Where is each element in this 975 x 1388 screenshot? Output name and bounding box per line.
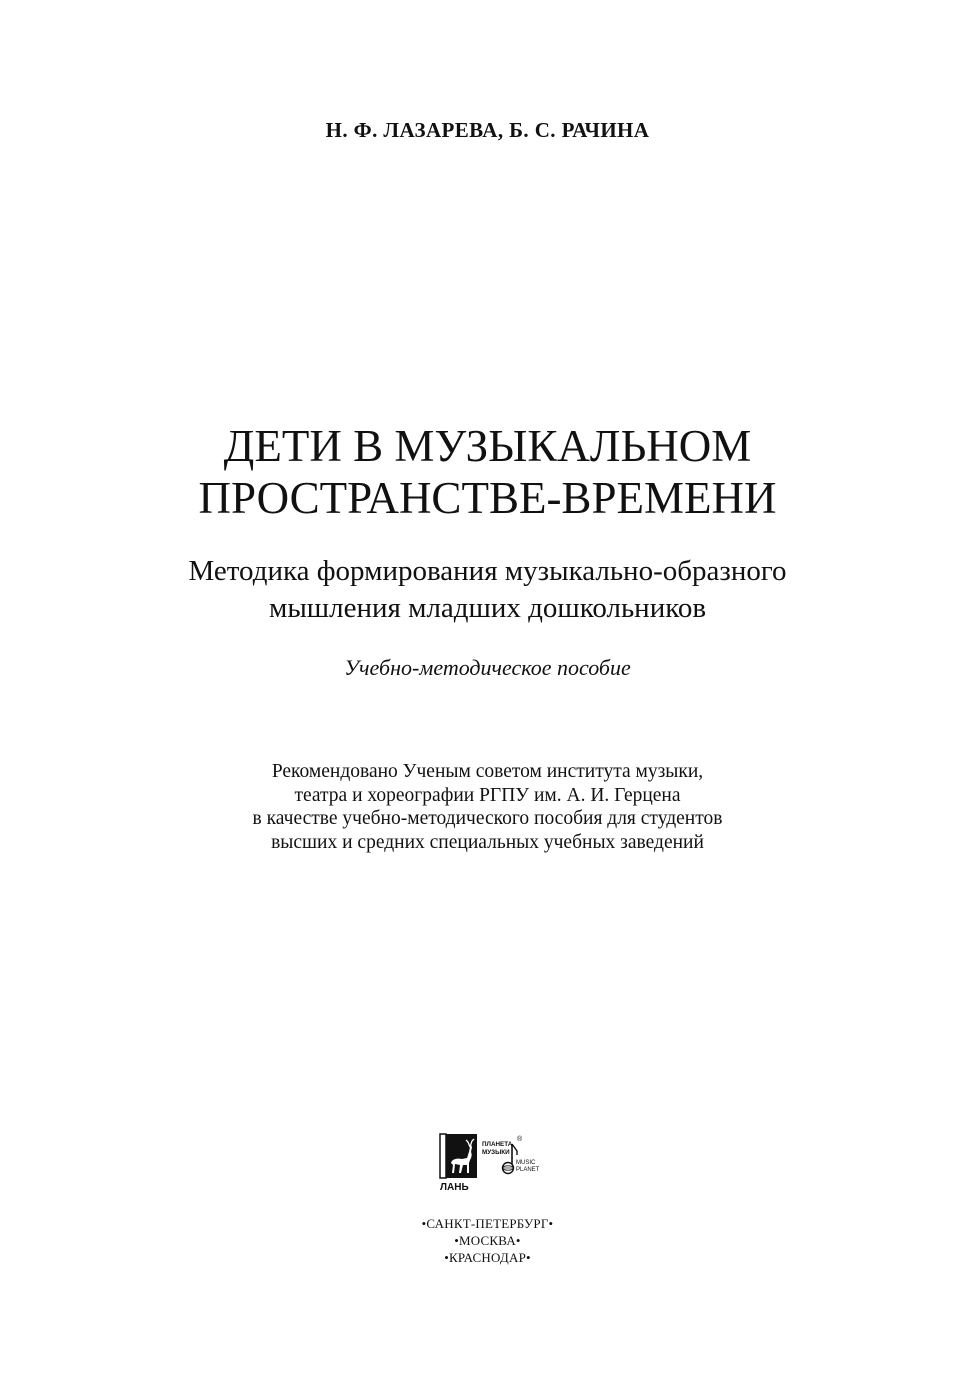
book-subtitle-line-1: Методика формирования музыкально-образного	[188, 555, 787, 587]
publisher-logo	[439, 1133, 543, 1193]
publisher-cities	[0, 1215, 975, 1266]
book-title-line-2: ПРОСТРАНСТВЕ-ВРЕМЕНИ	[198, 473, 777, 523]
planet-label-1: ПЛАНЕТА	[482, 1141, 513, 1148]
book-title-line-1: ДЕТИ В МУЗЫКАЛЬНОМ	[223, 421, 752, 471]
publication-genre: Учебно-методическое пособие	[344, 655, 631, 680]
recommendation-line-2: театра и хореографии РГПУ им. А. И. Герцена	[294, 784, 681, 806]
city-line-3: •КРАСНОДАР•	[444, 1250, 531, 1265]
book-subtitle-line-2: мышления младших дошкольников	[268, 592, 707, 624]
lan-label: ЛАНЬ	[440, 1182, 469, 1193]
city-line-2: •МОСКВА•	[454, 1233, 521, 1248]
planet-label-2: МУЗЫКИ	[482, 1149, 510, 1156]
lan-deer-icon	[440, 1134, 477, 1178]
planet-label-en: PLANET	[516, 1167, 540, 1173]
registered-mark: ®	[517, 1136, 523, 1143]
authors: Н. Ф. ЛАЗАРЕВА, Б. С. РАЧИНА	[325, 118, 650, 142]
recommendation-line-4: высших и средних специальных учебных заведений	[271, 831, 704, 853]
recommendation-text	[0, 760, 975, 854]
recommendation-line-1: Рекомендовано Ученым советом института музыки,	[271, 761, 704, 782]
book-subtitle	[0, 553, 975, 627]
city-line-1: •САНКТ-ПЕТЕРБУРГ•	[421, 1216, 554, 1231]
music-label: MUSIC	[516, 1160, 536, 1166]
book-title	[0, 420, 975, 524]
recommendation-line-3: в качестве учебно-методического пособия для студентов	[252, 808, 723, 829]
